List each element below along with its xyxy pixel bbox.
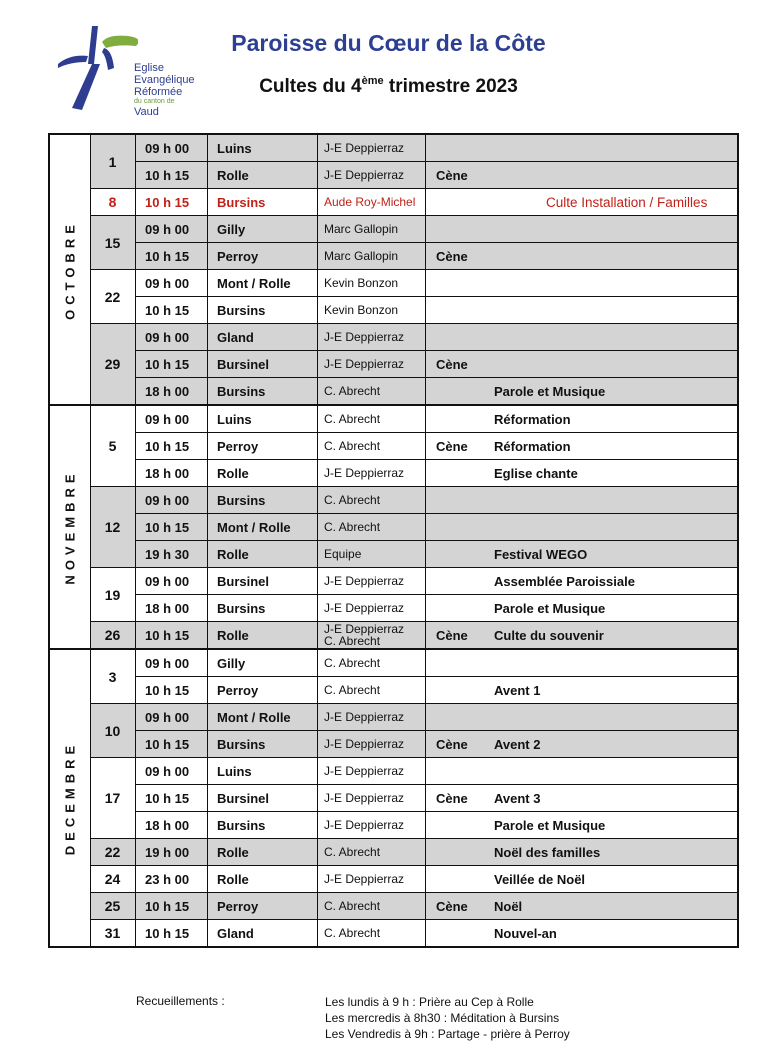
service-list [136,406,737,486]
service-cene [426,406,486,432]
service-row [136,135,737,161]
month-label [50,406,91,648]
service-pastor: J-E Deppierraz [318,866,426,892]
service-cene: Cène [436,248,468,264]
service-cene: Cène [436,790,468,806]
service-place: Perroy [208,433,318,459]
service-note: Eglise chante [494,465,578,481]
service-pastor: J-E Deppierraz [318,785,426,811]
month-block [50,648,737,946]
service-row [136,758,737,784]
service-time: 09 h 00 [136,568,208,594]
service-place: Rolle [208,460,318,486]
day-number: 24 [90,866,136,892]
service-place: Mont / Rolle [208,514,318,540]
service-note: Réformation [494,411,571,427]
service-row [136,161,737,188]
service-pastor: J-E Deppierraz [318,162,426,188]
service-row [136,189,737,215]
day-number: 26 [90,622,136,648]
service-note: Avent 3 [494,790,541,806]
service-row [136,811,737,838]
service-cene [426,595,486,621]
service-time: 09 h 00 [136,270,208,296]
service-time: 10 h 15 [136,433,208,459]
service-row [136,594,737,621]
service-pastor: Marc Gallopin [318,243,426,269]
sunday-group [90,135,737,188]
service-note [486,243,737,269]
service-place: Rolle [208,866,318,892]
service-place: Bursins [208,297,318,323]
footer-label: Recueillements : [136,994,225,1008]
service-time: 09 h 00 [136,135,208,161]
month-block [50,135,737,404]
sunday-group [90,757,737,838]
service-place: Bursins [208,378,318,404]
day-number: 19 [90,568,136,621]
service-cene [426,487,486,513]
service-place: Perroy [208,243,318,269]
service-time: 10 h 15 [136,162,208,188]
day-number: 8 [90,189,136,215]
service-place: Bursins [208,731,318,757]
service-note: Réformation [494,438,571,454]
service-time: 09 h 00 [136,324,208,350]
sunday-group [90,650,737,703]
footer-line: Les Vendredis à 9h : Partage - prière à Perroy [325,1027,570,1041]
service-pastor: C. Abrecht [318,514,426,540]
service-note [486,135,737,161]
service-place: Rolle [208,162,318,188]
service-cene: Cène [436,736,468,752]
service-note: Avent 2 [494,736,541,752]
sunday-group [90,406,737,486]
service-place: Bursins [208,487,318,513]
service-list [136,216,737,269]
service-row [136,839,737,865]
service-row [136,459,737,486]
service-cene [426,866,486,892]
service-pastor: Kevin Bonzon [318,270,426,296]
service-list [136,189,737,215]
service-pastor: J-E Deppierraz [318,460,426,486]
service-time: 09 h 00 [136,704,208,730]
month-block [50,404,737,648]
service-row [136,622,737,648]
logo-line: Vaud [134,106,159,118]
service-list [136,324,737,404]
service-pastor: J-E Deppierraz [318,704,426,730]
service-place: Bursins [208,189,318,215]
day-number: 25 [90,893,136,919]
day-number: 17 [90,758,136,838]
service-list [136,758,737,838]
service-pastor: C. Abrecht [318,893,426,919]
service-pastor: Kevin Bonzon [318,297,426,323]
service-time: 10 h 15 [136,297,208,323]
service-row [136,406,737,432]
subtitle-pre: Cultes du 4 [259,76,362,97]
service-place: Gland [208,920,318,946]
service-time: 10 h 15 [136,785,208,811]
service-pastor: J-E Deppierraz [318,731,426,757]
service-row [136,568,737,594]
sunday-group [90,188,737,215]
day-number: 5 [90,406,136,486]
service-note: Avent 1 [494,682,541,698]
logo-line: Eglise [134,62,164,74]
service-row [136,513,737,540]
service-time: 10 h 15 [136,677,208,703]
service-time: 18 h 00 [136,812,208,838]
day-number: 15 [90,216,136,269]
service-row [136,296,737,323]
footer-line: Les mercredis à 8h30 : Méditation à Bursins [325,1011,560,1025]
service-place: Luins [208,406,318,432]
sunday-group [90,892,737,919]
service-note: Parole et Musique [494,600,606,616]
service-cene: Cène [436,627,468,643]
service-place: Gilly [208,216,318,242]
service-list [136,866,737,892]
service-time: 10 h 15 [136,920,208,946]
service-pastor: J-E Deppierraz [318,758,426,784]
service-pastor: J-E Deppierraz [318,135,426,161]
service-time: 10 h 15 [136,243,208,269]
service-pastor [318,622,426,648]
service-place: Rolle [208,622,318,648]
service-list [136,650,737,703]
service-note [486,351,737,377]
service-pastor: Equipe [318,541,426,567]
service-time: 10 h 15 [136,622,208,648]
service-pastor: C. Abrecht [318,839,426,865]
service-place: Bursins [208,812,318,838]
service-list [136,839,737,865]
service-cene [426,568,486,594]
service-row [136,676,737,703]
service-time: 10 h 15 [136,189,208,215]
day-number: 29 [90,324,136,404]
service-time: 19 h 30 [136,541,208,567]
service-row [136,784,737,811]
service-note [486,216,737,242]
service-place: Gland [208,324,318,350]
service-place: Gilly [208,650,318,676]
service-place: Rolle [208,839,318,865]
service-time: 18 h 00 [136,595,208,621]
service-cene [426,189,486,215]
service-place: Luins [208,135,318,161]
service-pastor: Marc Gallopin [318,216,426,242]
logo-line: Réformée [134,86,183,98]
service-row [136,216,737,242]
service-cene [426,135,486,161]
service-list [136,704,737,757]
service-pastor: C. Abrecht [318,433,426,459]
service-note [486,704,737,730]
day-number: 1 [90,135,136,188]
service-note [486,162,737,188]
service-pastor: J-E Deppierraz [318,324,426,350]
service-pastor: J-E Deppierraz [318,812,426,838]
service-pastor: C. Abrecht [318,378,426,404]
service-cene [426,541,486,567]
service-list [136,487,737,567]
service-note [486,514,737,540]
service-pastor: Aude Roy-Michel [318,189,426,215]
service-list [136,568,737,621]
service-pastor: C. Abrecht [318,406,426,432]
service-cene [426,677,486,703]
sunday-group [90,486,737,567]
pastor-name: C. Abrecht [324,634,381,648]
service-place: Bursinel [208,785,318,811]
service-note: Parole et Musique [494,817,606,833]
service-note: Veillée de Noël [494,871,586,887]
day-number: 12 [90,487,136,567]
service-note [486,324,737,350]
service-place: Perroy [208,893,318,919]
service-time: 10 h 15 [136,514,208,540]
service-time: 23 h 00 [136,866,208,892]
service-note [486,487,737,513]
month-name: NOVEMBRE [62,469,78,585]
service-cene [426,297,486,323]
month-name: DECEMBRE [62,740,78,856]
service-place: Luins [208,758,318,784]
service-cene: Cène [436,898,468,914]
sunday-group [90,838,737,865]
service-cene [426,378,486,404]
service-time: 10 h 15 [136,351,208,377]
sunday-group [90,269,737,323]
sunday-group [90,215,737,269]
service-note: Festival WEGO [494,546,588,562]
logo-line: Evangélique [134,74,195,86]
service-list [136,135,737,188]
service-note: Noël [494,898,523,914]
service-row [136,540,737,567]
service-cene: Cène [436,438,468,454]
month-label [50,650,91,946]
service-row [136,242,737,269]
service-row [136,350,737,377]
day-number: 10 [90,704,136,757]
service-place: Bursinel [208,351,318,377]
service-place: Perroy [208,677,318,703]
service-time: 09 h 00 [136,758,208,784]
service-note: Culte du souvenir [494,627,604,643]
service-note: Assemblée Paroissiale [494,573,635,589]
subtitle-post: trimestre 2023 [383,76,518,97]
month-label [50,135,91,404]
service-cene [426,650,486,676]
service-place: Mont / Rolle [208,704,318,730]
service-row [136,377,737,404]
service-place: Rolle [208,541,318,567]
service-row [136,650,737,676]
service-cene: Cène [436,167,468,183]
service-cene [426,324,486,350]
service-place: Bursins [208,595,318,621]
service-note [486,758,737,784]
service-time: 09 h 00 [136,650,208,676]
service-note: Parole et Musique [494,383,606,399]
service-row [136,866,737,892]
service-time: 09 h 00 [136,406,208,432]
page-title: Paroisse du Cœur de la Côte [231,30,546,56]
logo-line: du canton de [134,98,175,105]
service-cene [426,920,486,946]
day-number: 3 [90,650,136,703]
footer-line: Les lundis à 9 h : Prière au Cep à Rolle [325,995,534,1009]
service-time: 19 h 00 [136,839,208,865]
service-pastor: C. Abrecht [318,920,426,946]
service-note [486,650,737,676]
service-row [136,432,737,459]
day-number: 22 [90,270,136,323]
service-cene [426,270,486,296]
service-time: 18 h 00 [136,378,208,404]
service-row [136,487,737,513]
service-cene [426,812,486,838]
service-pastor: C. Abrecht [318,487,426,513]
day-number: 31 [90,920,136,946]
schedule-table [48,133,739,948]
service-pastor: C. Abrecht [318,677,426,703]
service-place: Mont / Rolle [208,270,318,296]
service-row [136,893,737,919]
service-cene [426,704,486,730]
service-row [136,730,737,757]
service-time: 09 h 00 [136,216,208,242]
service-pastor: J-E Deppierraz [318,595,426,621]
service-cene [426,460,486,486]
service-list [136,920,737,946]
service-note [486,297,737,323]
day-number: 22 [90,839,136,865]
service-time: 10 h 15 [136,893,208,919]
month-name: OCTOBRE [62,219,78,320]
service-pastor: J-E Deppierraz [318,351,426,377]
footer-lines [325,994,570,1042]
service-list [136,622,737,648]
service-row [136,324,737,350]
service-list [136,893,737,919]
service-cene: Cène [436,356,468,372]
service-note [486,270,737,296]
page-subtitle [0,75,777,98]
service-list [136,270,737,323]
service-note: Culte Installation / Familles [546,194,708,210]
service-cene [426,514,486,540]
pastor-name: J-E Deppierraz [324,622,405,636]
sunday-group [90,865,737,892]
service-note: Noël des familles [494,844,601,860]
sunday-group [90,323,737,404]
service-place: Bursinel [208,568,318,594]
subtitle-sup: ème [361,75,384,87]
service-row [136,704,737,730]
service-cene [426,216,486,242]
service-time: 10 h 15 [136,731,208,757]
sunday-group [90,567,737,621]
service-cene [426,839,486,865]
service-note: Nouvel-an [494,925,557,941]
service-row [136,920,737,946]
service-pastor: C. Abrecht [318,650,426,676]
service-cene [426,758,486,784]
service-time: 18 h 00 [136,460,208,486]
sunday-group [90,703,737,757]
service-pastor: J-E Deppierraz [318,568,426,594]
service-row [136,270,737,296]
sunday-group [90,621,737,648]
sunday-group [90,919,737,946]
service-time: 09 h 00 [136,487,208,513]
